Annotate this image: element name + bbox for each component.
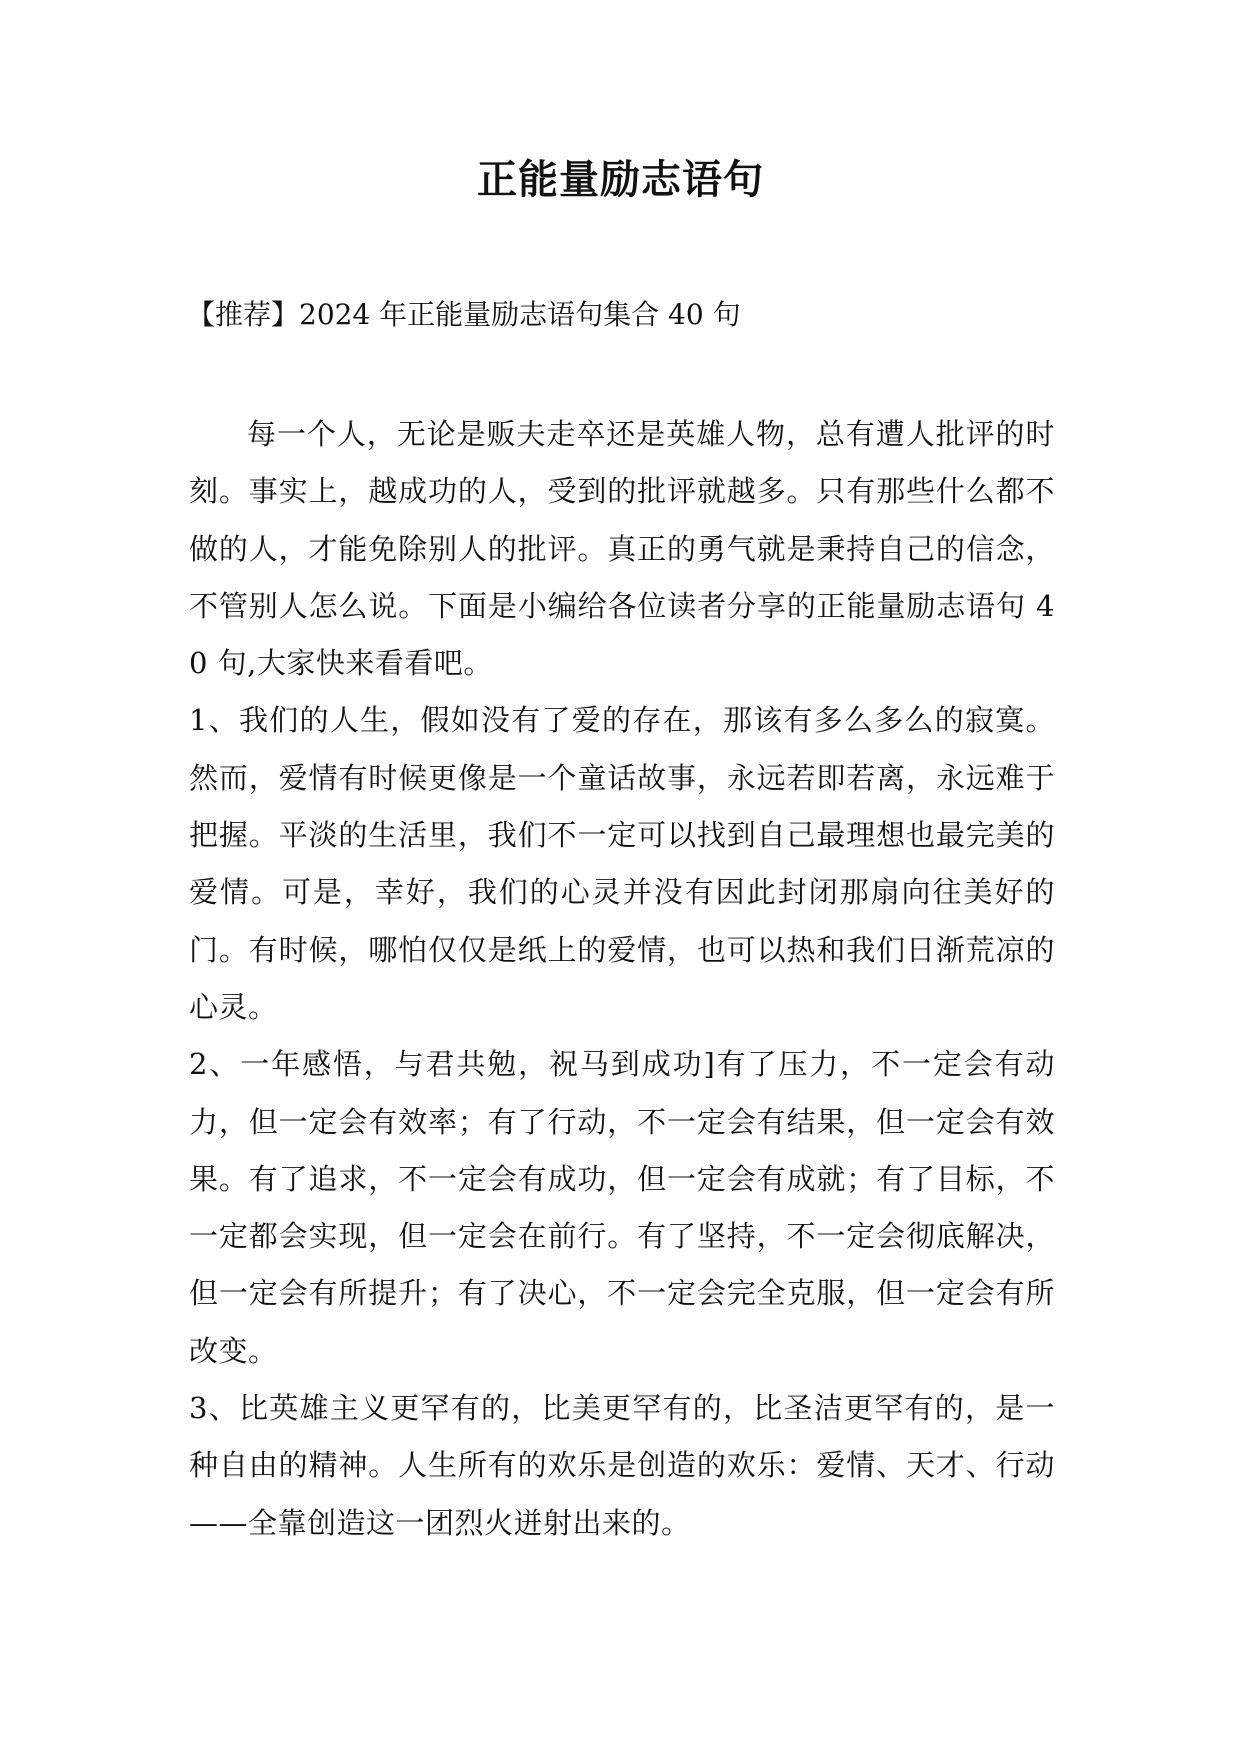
document-subtitle: 【推荐】2024 年正能量励志语句集合 40 句 — [187, 298, 741, 331]
document-title: 正能量励志语句 — [477, 157, 764, 203]
quote-paragraph-1: 1、我们的人生，假如没有了爱的存在，那该有多么多么的寂寞。然而，爱情有时候更像是一个童话故事，永远若即若离，永远难于把握。平淡的生活里，我们不一定可以找到自己最理想也最完美的爱情。可是，幸好，我们的心灵并没有因此封闭那扇向往美好的门。有时候，哪怕仅仅是纸上的爱情，也可以热和我们日渐荒凉的心灵。 — [189, 703, 1055, 1024]
intro-paragraph: 每一个人，无论是贩夫走卒还是英雄人物，总有遭人批评的时刻。事实上，越成功的人，受到的批评就越多。只有那些什么都不做的人，才能免除别人的批评。真正的勇气就是秉持自己的信念，不管别人怎么说。下面是小编给各位读者分享的正能量励志语句 40 句,大家快来看看吧。 — [189, 417, 1055, 681]
document-body — [189, 406, 1055, 1552]
quote-paragraph-2: 2、一年感悟，与君共勉，祝马到成功]有了压力，不一定会有动力，但一定会有效率；有了行动，不一定会有结果，但一定会有效果。有了追求，不一定会有成功，但一定会有成就；有了目标，不一定都会实现，但一定会在前行。有了坚持，不一定会彻底解决，但一定会有所提升；有了决心，不一定会完全克服，但一定会有所改变。 — [189, 1047, 1055, 1368]
quote-paragraph-3: 3、比英雄主义更罕有的，比美更罕有的，比圣洁更罕有的，是一种自由的精神。人生所有的欢乐是创造的欢乐：爱情、天才、行动——全靠创造这一团烈火迸射出来的。 — [189, 1391, 1055, 1540]
